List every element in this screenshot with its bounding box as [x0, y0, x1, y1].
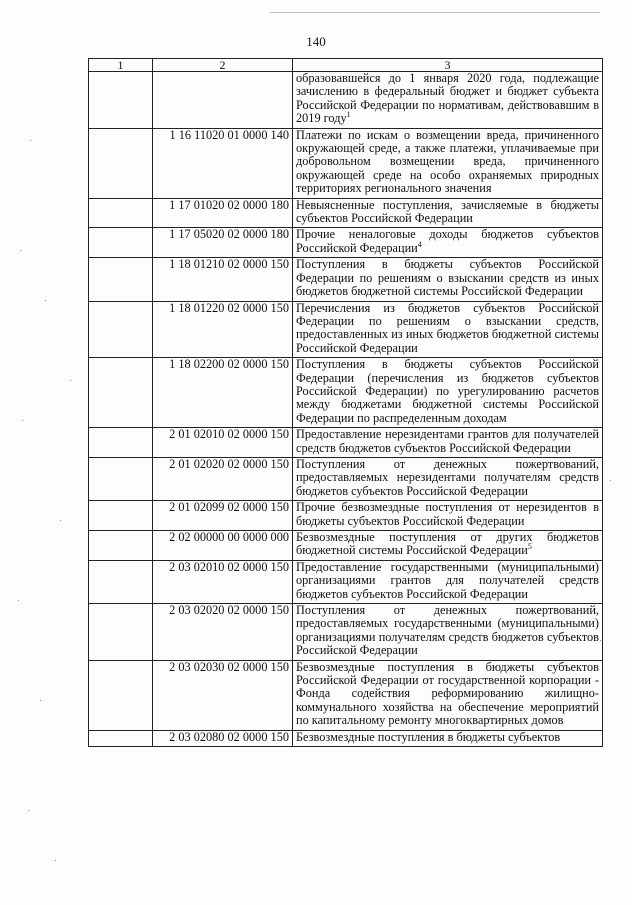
- description-text: Поступления от денежных пожертвований, предоставляемых государственными (муниципальными) организациями получателям средств бюджетов субъектов Российской Федерации: [296, 603, 599, 658]
- row-number-cell: [89, 228, 153, 258]
- description-text: Платежи по искам о возмещении вреда, причиненного окружающей среде, а также платежи, уплачиваемые при добровольном возмещении вреда, причиненного окружающей среде на особо охраняемых природных территориях регионального значения: [296, 127, 599, 196]
- revenue-description-cell: [293, 428, 603, 458]
- description-text: Поступления в бюджеты субъектов Российской Федерации по решениям о взыскании средств из иных бюджетов бюджетной системы Российской Федерации: [296, 257, 599, 299]
- row-number-cell: [89, 128, 153, 198]
- revenue-code-cell: 1 18 02200 02 0000 150: [153, 358, 293, 428]
- revenue-code-cell: [153, 72, 293, 129]
- revenue-code-cell: 1 16 11020 01 0000 140: [153, 128, 293, 198]
- row-number-cell: [89, 72, 153, 129]
- row-number-cell: [89, 660, 153, 730]
- row-number-cell: [89, 531, 153, 561]
- scan-speck: [40, 700, 41, 701]
- scan-top-edge-line: [270, 12, 600, 13]
- table-body: [89, 72, 603, 747]
- table-row: [89, 428, 603, 458]
- row-number-cell: [89, 457, 153, 500]
- revenue-description-cell: [293, 531, 603, 561]
- row-number-cell: [89, 501, 153, 531]
- scan-speck: [45, 300, 46, 301]
- scan-speck: [28, 810, 29, 811]
- row-number-cell: [89, 358, 153, 428]
- scan-speck: [60, 520, 61, 521]
- revenue-description-cell: [293, 604, 603, 661]
- revenue-code-cell: 2 01 02020 02 0000 150: [153, 457, 293, 500]
- table-row: [89, 258, 603, 301]
- description-text: Поступления от денежных пожертвований, предоставляемых нерезидентами получателям средств бюджетов субъектов Российской Федерации: [296, 456, 599, 498]
- revenue-description-cell: [293, 730, 603, 746]
- table-row: [89, 501, 603, 531]
- table-header-row: [89, 59, 603, 72]
- footnote-marker: 4: [417, 239, 422, 249]
- description-text: Прочие безвозмездные поступления от нерезидентов в бюджеты субъектов Российской Федерации: [296, 500, 599, 528]
- table-row: [89, 560, 603, 603]
- table-row: [89, 531, 603, 561]
- scan-speck: [22, 420, 23, 421]
- table-row: [89, 301, 603, 358]
- revenue-code-cell: 1 17 05020 02 0000 180: [153, 228, 293, 258]
- revenue-code-cell: 2 03 02020 02 0000 150: [153, 604, 293, 661]
- revenue-description-cell: [293, 660, 603, 730]
- row-number-cell: [89, 560, 153, 603]
- row-number-cell: [89, 198, 153, 228]
- revenue-description-cell: [293, 228, 603, 258]
- column-header-1: 1: [89, 59, 153, 72]
- footnote-marker: 5: [527, 542, 532, 552]
- revenue-description-cell: [293, 128, 603, 198]
- revenue-description-cell: [293, 198, 603, 228]
- revenue-description-cell: [293, 301, 603, 358]
- revenue-description-cell: [293, 72, 603, 129]
- row-number-cell: [89, 301, 153, 358]
- footnote-marker: 1: [346, 110, 351, 120]
- scan-speck: [70, 380, 71, 381]
- scan-speck: [55, 860, 56, 861]
- revenue-description-cell: [293, 457, 603, 500]
- row-number-cell: [89, 258, 153, 301]
- scan-speck: [18, 600, 19, 601]
- revenue-code-cell: 2 03 02080 02 0000 150: [153, 730, 293, 746]
- table-row: [89, 457, 603, 500]
- scan-speck: [610, 480, 611, 481]
- table-row: [89, 228, 603, 258]
- column-header-3: 3: [293, 59, 603, 72]
- table-row: [89, 604, 603, 661]
- description-text: Поступления в бюджеты субъектов Российской Федерации (перечисления из бюджетов субъектов Российской Федерации) по урегулированию расчетов между бюджетами бюджетной системы Российской Федерации по распределенным доходам: [296, 357, 599, 425]
- revenue-code-cell: 2 01 02010 02 0000 150: [153, 428, 293, 458]
- revenue-code-cell: 1 17 01020 02 0000 180: [153, 198, 293, 228]
- revenue-code-cell: 1 18 01220 02 0000 150: [153, 301, 293, 358]
- revenue-description-cell: [293, 358, 603, 428]
- description-text: Невыясненные поступления, зачисляемые в бюджеты субъектов Российской Федерации: [296, 197, 599, 226]
- description-text: Безвозмездные поступления от других бюджетов бюджетной системы Российской Федерации: [296, 530, 599, 558]
- description-text: образовавшейся до 1 января 2020 года, подлежащие зачислению в федеральный бюджет и бюджет субъекта Российской Федерации по нормативам, действовавшим в 2019 году: [296, 71, 599, 126]
- column-header-2: 2: [153, 59, 293, 72]
- scan-speck: [600, 640, 601, 641]
- page-number: 140: [306, 34, 326, 49]
- table-row: [89, 198, 603, 228]
- revenue-description-cell: [293, 560, 603, 603]
- description-text: Предоставление нерезидентами грантов для получателей средств бюджетов субъектов Российской Федерации: [296, 427, 599, 455]
- revenue-codes-table: [88, 58, 603, 747]
- description-text: Безвозмездные поступления в бюджеты субъектов: [296, 729, 561, 744]
- description-text: Прочие неналоговые доходы бюджетов субъектов Российской Федерации: [296, 227, 599, 255]
- table-row: [89, 730, 603, 746]
- description-text: Безвозмездные поступления в бюджеты субъектов Российской Федерации от государственной корпорации - Фонда содействия реформированию жилищно-коммунального хозяйства на обеспечение мероприятий по капитальному ремонту многоквартирных домов: [296, 659, 599, 728]
- table-row: [89, 72, 603, 129]
- revenue-code-cell: 2 03 02010 02 0000 150: [153, 560, 293, 603]
- table-row: [89, 660, 603, 730]
- description-text: Предоставление государственными (муниципальными) организациями грантов для получателей средств бюджетов субъектов Российской Федерации: [296, 559, 599, 601]
- row-number-cell: [89, 730, 153, 746]
- revenue-description-cell: [293, 258, 603, 301]
- scan-speck: [30, 140, 31, 141]
- revenue-code-cell: 2 02 00000 00 0000 000: [153, 531, 293, 561]
- table-row: [89, 128, 603, 198]
- row-number-cell: [89, 604, 153, 661]
- revenue-code-cell: 2 01 02099 02 0000 150: [153, 501, 293, 531]
- table-row: [89, 358, 603, 428]
- revenue-description-cell: [293, 501, 603, 531]
- scan-speck: [20, 250, 21, 251]
- revenue-code-cell: 2 03 02030 02 0000 150: [153, 660, 293, 730]
- row-number-cell: [89, 428, 153, 458]
- revenue-code-cell: 1 18 01210 02 0000 150: [153, 258, 293, 301]
- description-text: Перечисления из бюджетов субъектов Российской Федерации по решениям о взыскании средств, предоставленных из иных бюджетов бюджетной системы Российской Федерации: [296, 300, 599, 355]
